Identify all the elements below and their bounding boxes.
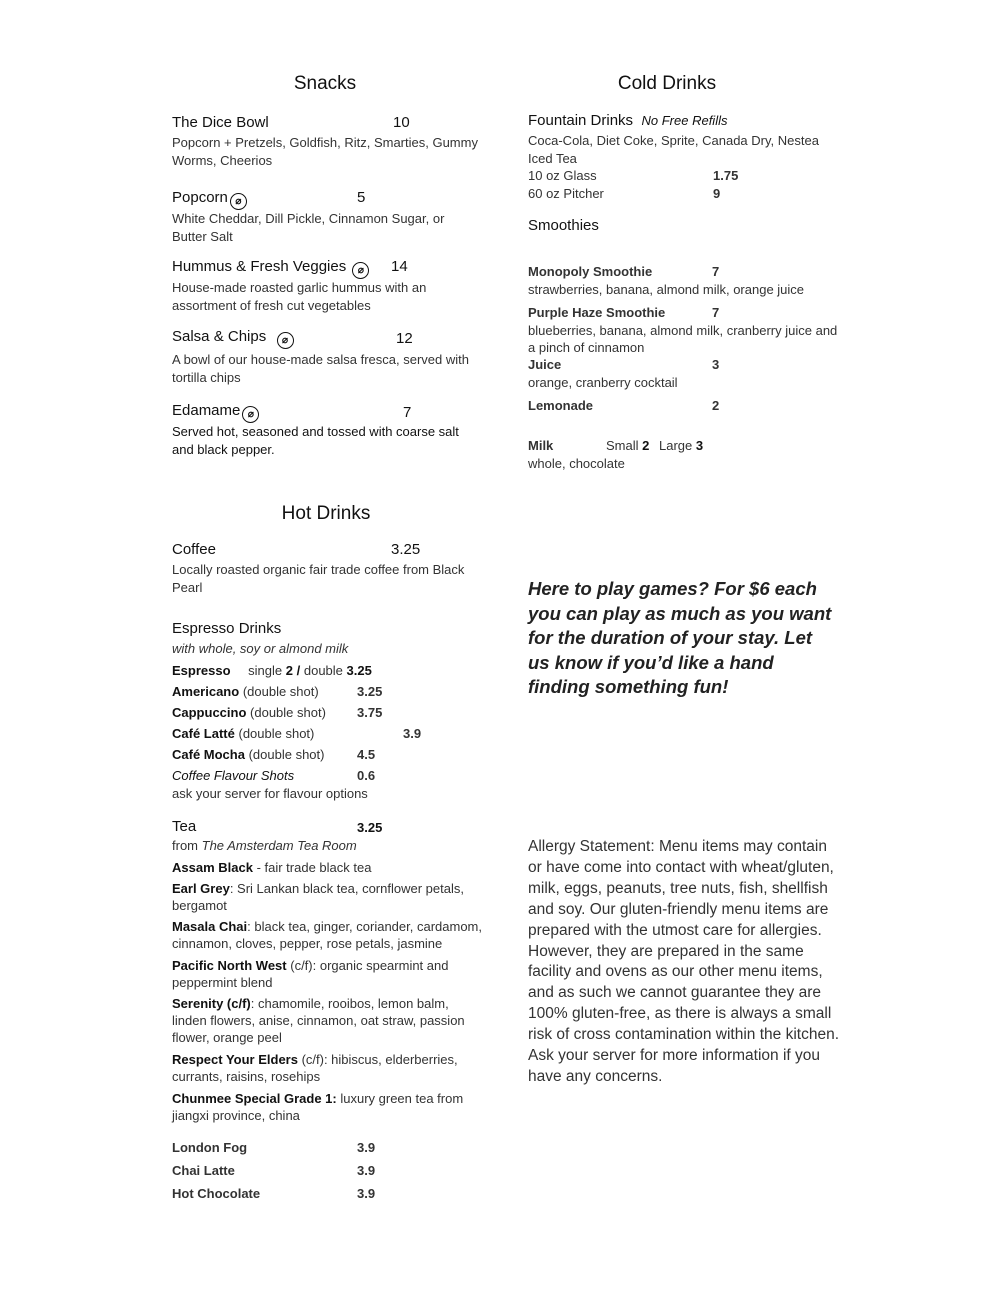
latte-note: (double shot) [238, 726, 315, 741]
tea-price: 3.25 [357, 820, 383, 835]
dice-bowl-price: 10 [393, 114, 410, 131]
gluten-free-icon: ⌀ [352, 262, 369, 279]
espresso-single-price: 2 / [285, 663, 301, 678]
espresso-single-label: single [248, 663, 283, 678]
latte-price: 3.9 [403, 726, 422, 741]
tea-earl-grey-desc: : Sri Lankan black tea, cornflower petals, bergamot [172, 881, 464, 913]
edamame-item [172, 402, 259, 423]
milk-desc: whole, chocolate [528, 456, 625, 471]
purple-haze-desc: blueberries, banana, almond milk, cranberry juice and a pinch of cinnamon [528, 323, 838, 355]
tea-assam-desc: - fair trade black tea [252, 860, 372, 875]
edamame-desc: Served hot, seasoned and tossed with coarse salt and black pepper. [172, 424, 459, 457]
espresso-double-label: double [303, 663, 343, 678]
chai-latte-price: 3.9 [357, 1163, 376, 1178]
popcorn-item [172, 189, 247, 210]
cappuccino-price: 3.75 [357, 705, 383, 720]
salsa-desc: A bowl of our house-made salsa fresca, served with tortilla chips [172, 352, 469, 385]
glass-size-name: 10 oz Glass [528, 168, 597, 183]
tea-assam-name: Assam Black [172, 860, 253, 875]
americano-row [172, 684, 319, 699]
mocha-name: Café Mocha [172, 747, 245, 762]
juice-name: Juice [528, 357, 562, 372]
milk-small-label: Small [606, 438, 639, 453]
monopoly-smoothie-price: 7 [712, 264, 720, 279]
hot-chocolate-name: Hot Chocolate [172, 1186, 261, 1201]
gluten-free-icon: ⌀ [277, 332, 294, 349]
pitcher-size-price: 9 [713, 186, 721, 201]
mocha-price: 4.5 [357, 747, 376, 762]
tea-respect-elders [172, 1051, 462, 1085]
tea-masala-chai-desc: : black tea, ginger, coriander, cardamom, cinnamon, cloves, pepper, rose petals, jasmine [172, 919, 483, 951]
salsa-price: 12 [396, 330, 413, 347]
lemonade-price: 2 [712, 398, 720, 413]
games-promo: Here to play games? For $6 each you can play as much as you want for the duration of your stay. Let us know if you’d like a hand finding something fun! [528, 578, 832, 698]
milk-small-price: 2 [642, 438, 650, 453]
milk-name: Milk [528, 438, 554, 453]
fountain-drinks-header [528, 112, 727, 130]
tea-chunmee [172, 1090, 472, 1124]
tea-masala-chai-name: Masala Chai [172, 919, 248, 934]
hummus-desc: House-made roasted garlic hummus with an assortment of fresh cut vegetables [172, 280, 427, 313]
chai-latte-name: Chai Latte [172, 1163, 235, 1178]
tea-earl-grey [172, 880, 482, 914]
monopoly-smoothie-desc: strawberries, banana, almond milk, orange juice [528, 282, 805, 297]
flavour-shots-name: Coffee Flavour Shots [172, 768, 295, 783]
tea-source-prefix: from [172, 838, 198, 853]
monopoly-smoothie-name: Monopoly Smoothie [528, 264, 653, 279]
tea-serenity-name: Serenity (c/f) [172, 996, 251, 1011]
gluten-free-icon: ⌀ [230, 193, 247, 210]
americano-price: 3.25 [357, 684, 383, 699]
cappuccino-note: (double shot) [250, 705, 326, 720]
juice-desc: orange, cranberry cocktail [528, 375, 678, 390]
popcorn-price: 5 [357, 189, 366, 206]
salsa-name: Salsa & Chips [172, 328, 267, 345]
hot-drinks-heading: Hot Drinks [281, 503, 371, 524]
tea-pacific-nw-desc: (c/f): organic spearmint and peppermint blend [172, 958, 449, 990]
espresso-name: Espresso [172, 663, 231, 678]
gluten-free-icon: ⌀ [242, 406, 259, 423]
tea-source [172, 838, 357, 853]
latte-row [172, 726, 314, 741]
tea-heading: Tea [172, 818, 197, 835]
americano-name: Americano [172, 684, 240, 699]
hummus-item [172, 258, 369, 279]
fountain-drinks-desc: Coca-Cola, Diet Coke, Sprite, Canada Dry, Nestea Iced Tea [528, 133, 819, 166]
milk-sizes [606, 438, 703, 453]
edamame-name: Edamame [172, 402, 241, 419]
popcorn-name: Popcorn [172, 189, 228, 206]
milk-large-label: Large [659, 438, 693, 453]
tea-respect-elders-desc: (c/f): hibiscus, elderberries, currants, raisins, rosehips [172, 1052, 458, 1084]
mocha-row [172, 747, 324, 762]
latte-name: Café Latté [172, 726, 235, 741]
purple-haze-price: 7 [712, 305, 720, 320]
dice-bowl-name: The Dice Bowl [172, 114, 269, 131]
snacks-heading: Snacks [293, 73, 357, 94]
london-fog-name: London Fog [172, 1140, 248, 1155]
americano-note: (double shot) [242, 684, 319, 699]
hummus-name: Hummus & Fresh Veggies [172, 258, 347, 275]
pitcher-size-name: 60 oz Pitcher [528, 186, 604, 201]
popcorn-desc: White Cheddar, Dill Pickle, Cinnamon Sugar, or Butter Salt [172, 211, 445, 244]
tea-earl-grey-name: Earl Grey [172, 881, 230, 896]
tea-pacific-nw [172, 957, 462, 991]
lemonade-name: Lemonade [528, 398, 594, 413]
dice-bowl-desc: Popcorn + Pretzels, Goldfish, Ritz, Smarties, Gummy Worms, Cheerios [172, 135, 478, 168]
espresso-double-price: 3.25 [346, 663, 372, 678]
salsa-item [172, 328, 294, 349]
fountain-drinks-name: Fountain Drinks [528, 112, 634, 129]
tea-chunmee-desc: luxury green tea from jiangxi province, china [172, 1091, 464, 1123]
tea-serenity-desc: : chamomile, rooibos, lemon balm, linden flowers, anise, cinnamon, oat straw, passion flower, orange peel [172, 996, 465, 1045]
espresso-drinks-heading: Espresso Drinks [172, 620, 282, 637]
fountain-drinks-note: No Free Refills [641, 113, 728, 128]
allergy-statement: Allergy Statement: Menu items may contain or have come into contact with wheat/gluten, milk, eggs, peanuts, tree nuts, fish, shellfish and soy. Our gluten-friendly menu items are prepared with the utmost care for allergies. However, they are prepared in the same facility and ovens as our other menu items, and as such we cannot guarantee they are 100% gluten-free, as there is always a small risk of cross contamination within the kitchen. Ask your server for more information if you have any concerns. [528, 838, 839, 1085]
london-fog-price: 3.9 [357, 1140, 376, 1155]
hot-chocolate-price: 3.9 [357, 1186, 376, 1201]
coffee-price: 3.25 [391, 541, 421, 558]
coffee-desc: Locally roasted organic fair trade coffee from Black Pearl [172, 562, 465, 595]
tea-source-name: The Amsterdam Tea Room [201, 838, 357, 853]
espresso-subtitle: with whole, soy or almond milk [172, 641, 349, 656]
edamame-price: 7 [403, 404, 412, 421]
coffee-name: Coffee [172, 541, 216, 558]
juice-price: 3 [712, 357, 720, 372]
flavour-shots-note: ask your server for flavour options [172, 786, 368, 801]
glass-size-price: 1.75 [713, 168, 739, 183]
tea-pacific-nw-name: Pacific North West [172, 958, 287, 973]
hummus-price: 14 [391, 258, 408, 275]
tea-chunmee-name: Chunmee Special Grade 1: [172, 1091, 337, 1106]
cold-drinks-heading: Cold Drinks [617, 73, 717, 94]
purple-haze-name: Purple Haze Smoothie [528, 305, 666, 320]
cappuccino-row [172, 705, 326, 720]
smoothies-heading: Smoothies [528, 217, 599, 234]
flavour-shots-price: 0.6 [357, 768, 376, 783]
milk-large-price: 3 [695, 438, 704, 453]
tea-serenity [172, 995, 472, 1046]
tea-respect-elders-name: Respect Your Elders [172, 1052, 298, 1067]
mocha-note: (double shot) [248, 747, 325, 762]
cappuccino-name: Cappuccino [172, 705, 247, 720]
tea-masala-chai [172, 918, 484, 952]
tea-assam [172, 859, 482, 876]
espresso-row [172, 663, 372, 678]
